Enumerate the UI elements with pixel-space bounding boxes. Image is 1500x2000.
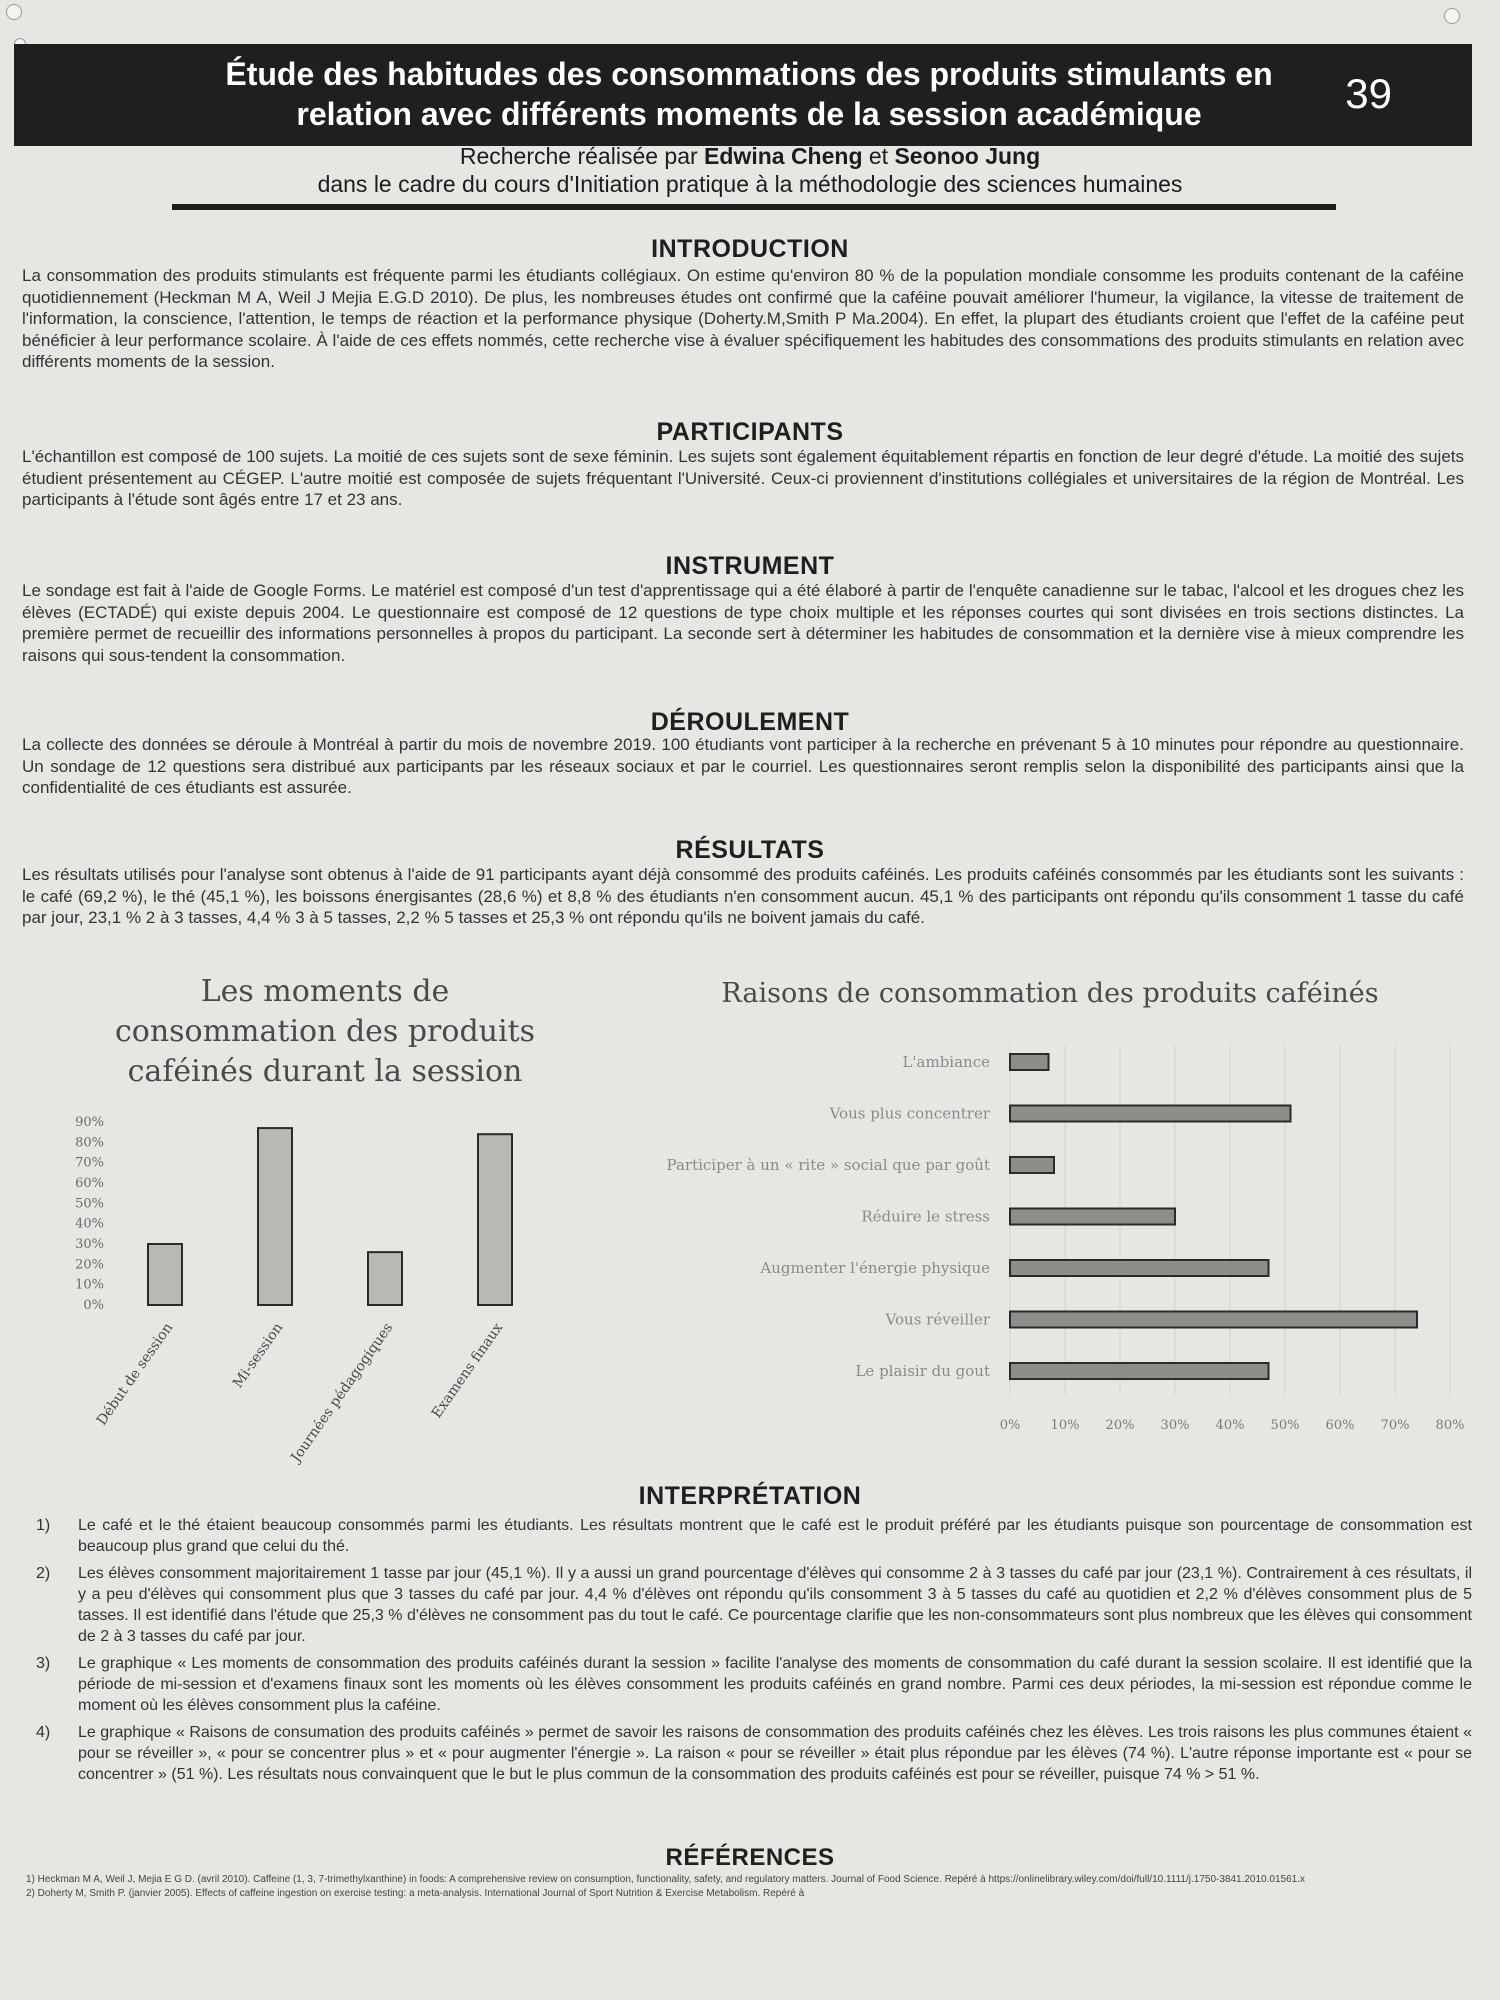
item-number: 4) bbox=[36, 1724, 51, 1741]
introduction-text: La consommation des produits stimulants est fréquente parmi les étudiants collégiaux. On estime qu'environ 80 % de la population mondiale consomme les produits contenant de la caféine quotidiennement (Heckman M A, Weil J Mejia E.G.D 2010). De plus, les nombreuses études ont confirmé que la caféine pouvait améliorer l'humeur, la vigilance, la vitesse de traitement de l'information, la conscience, l'attention, le temps de réaction et la performance physique (Doherty.M,Smith P Ma.2004). En effet, la plupart des étudiants croient que l'effet de la caféine peut bénéficier à leur performance scolaire. À l'aide de ces effets nommés, cette recherche vise à évaluer spécifiquement les habitudes des consommations des produits stimulants en relation avec différents moments de la session. bbox=[22, 266, 1464, 372]
item-text: Le café et le thé étaient beaucoup consommés parmi les étudiants. Les résultats montrent que le café est le produit préféré par les étudiants puisque son pourcentage de consommation est beaucoup plus grand que celui du thé. bbox=[78, 1517, 1472, 1555]
resultats-heading: RÉSULTATS bbox=[675, 836, 825, 864]
poster-title-line1: Étude des habitudes des consommations des produits stimulants en bbox=[225, 56, 1273, 92]
x-tick-label: 70% bbox=[1380, 1418, 1410, 1433]
category-label: Augmenter l'énergie physique bbox=[760, 1259, 990, 1277]
item-number: 1) bbox=[36, 1517, 51, 1534]
chart-moments-consommation bbox=[40, 1100, 580, 1480]
y-tick-label: 70% bbox=[75, 1155, 104, 1171]
y-tick-label: 60% bbox=[75, 1176, 104, 1191]
bar bbox=[1010, 1312, 1417, 1328]
bar bbox=[148, 1244, 182, 1305]
reference-item: 1) Heckman M A, Weil J, Mejia E G D. (avril 2010). Caffeine (1, 3, 7-trimethylxanthine) in foods: A comprehensive review on consumption, functionality, safety, and regulatory matters. Journal of Food Science. Repéré à https://onlinelibrary.wiley.com/doi/full/10.1111/j.1750-3841.2010.01561.x bbox=[26, 1874, 1305, 1885]
poster-title-line2: relation avec différents moments de la session académique bbox=[296, 96, 1202, 132]
push-pin-top-right bbox=[1444, 8, 1460, 24]
reference-item: 2) Doherty M, Smith P. (janvier 2005). Effects of caffeine ingestion on exercise testing: a meta-analysis. International Journal of Sport Nutrition & Exercise Metabolism. Repéré à bbox=[26, 1888, 805, 1899]
push-pin-top-left bbox=[6, 4, 22, 20]
instrument-heading: INSTRUMENT bbox=[665, 552, 835, 580]
participants-text: L'échantillon est composé de 100 sujets. La moitié de ces sujets sont de sexe féminin. Les sujets sont également équitablement répartis en fonction de leur degré d'étude. La moitié des sujets étudient présentement au CÉGEP. L'autre moitié est composée de sujets fréquentant l'Université. Ceux-ci proviennent d'institutions collégiales et universitaires de la région de Montréal. Les participants à l'étude sont âgés entre 17 et 23 ans. bbox=[22, 447, 1464, 510]
x-tick-label: Examens finaux bbox=[428, 1320, 507, 1422]
x-tick-label: 30% bbox=[1160, 1418, 1190, 1433]
item-text: Le graphique « Les moments de consommation des produits caféinés durant la session » facilite l'analyse des moments de consommation du café durant la session scolaire. Il est identifié que la période de mi-session et d'examens finaux sont les moments où les élèves consomment les produits caféinés en grand nombre. Parmi ces deux périodes, la mi-session est répondue comme le moment où les élèves consomment plus la caféine. bbox=[78, 1655, 1472, 1714]
interpretation-item bbox=[22, 1722, 1472, 1785]
x-tick-label: Début de session bbox=[93, 1320, 177, 1429]
title-banner bbox=[14, 44, 1472, 146]
category-label: Le plaisir du gout bbox=[855, 1362, 990, 1380]
y-tick-label: 40% bbox=[75, 1216, 104, 1232]
category-label: L'ambiance bbox=[902, 1053, 990, 1071]
x-tick-label: 80% bbox=[1435, 1418, 1465, 1433]
x-tick-label: 40% bbox=[1215, 1418, 1245, 1433]
deroulement-heading: DÉROULEMENT bbox=[650, 708, 850, 736]
introduction-heading: INTRODUCTION bbox=[651, 235, 849, 263]
y-tick-label: 80% bbox=[75, 1135, 104, 1151]
resultats-text: Les résultats utilisés pour l'analyse sont obtenus à l'aide de 91 participants ayant déjà consommé des produits caféinés. Les produits caféinés consommés par les étudiants sont les suivants : le café (69,2 %), le thé (45,1 %), les boissons énergisantes (28,6 %) et 8,8 % des étudiants n'en consomment aucun. 45,1 % des participants ont répondu qu'ils consomment 1 tasse du café par jour, 23,1 % 2 à 3 tasses, 4,4 % 3 à 5 tasses, 2,2 % 5 tasses et 25,3 % ont répondu qu'ils ne boivent jamais du café. bbox=[22, 865, 1464, 928]
category-label: Réduire le stress bbox=[861, 1207, 990, 1226]
item-text: Les élèves consomment majoritairement 1 tasse par jour (45,1 %). Il y a aussi un grand pourcentage d'élèves qui consomme 2 à 3 tasses du café par jour (23,1 %). Contrairement à ces résultats, il y a peu d'élèves qui consomment plus que 3 tasses du café par jour. 4,4 % d'élèves ont répondu qu'ils consomment 3 à 5 tasses du café au quotidien et 2,2 % d'élèves consomment plus de 5 tasses. Il est identifié dans l'étude que 25,3 % d'élèves ne consomment pas du tout le café. Ce pourcentage clarifie que les non-consommateurs sont plus nombreux que les élèves qui consomment de 2 à 3 tasses du café par jour. bbox=[78, 1565, 1472, 1645]
bar bbox=[1010, 1209, 1175, 1225]
chart2-title: Raisons de consommation des produits caféinés bbox=[721, 978, 1379, 1009]
y-tick-label: 30% bbox=[75, 1237, 104, 1252]
header-divider bbox=[172, 204, 1336, 210]
x-tick-label: 50% bbox=[1270, 1418, 1300, 1433]
item-text: Le graphique « Raisons de consumation des produits caféinés » permet de savoir les raisons de consommation des produits caféinés chez les élèves. Les trois raisons les plus communes étaient « pour se réveiller », « pour se concentrer plus » et « pour augmenter l'énergie ». La raison « pour se réveiller » était plus répondue par les élèves (74 %). L'autre réponse importante est « pour se concentrer » (51 %). Les résultats nous convainquent que le but le plus commun de la consommation des produits caféinés est pour se réveiller, puisque 74 % > 51 %. bbox=[78, 1724, 1472, 1783]
bar bbox=[1010, 1106, 1291, 1122]
y-tick-label: 10% bbox=[75, 1277, 104, 1293]
x-tick-label: 20% bbox=[1105, 1418, 1135, 1433]
x-tick-label: 10% bbox=[1050, 1418, 1080, 1433]
bar bbox=[1010, 1054, 1049, 1070]
chart1-title: Les moments de consommation des produits caféinés durant la session bbox=[114, 974, 536, 1089]
x-tick-label: 60% bbox=[1325, 1418, 1355, 1433]
item-number: 3) bbox=[36, 1655, 51, 1672]
bar bbox=[1010, 1363, 1269, 1379]
bar bbox=[1010, 1260, 1269, 1276]
interpretation-item bbox=[22, 1515, 1472, 1557]
byline-and: et bbox=[862, 143, 895, 169]
category-label: Vous plus concentrer bbox=[829, 1104, 990, 1123]
interpretation-item bbox=[22, 1653, 1472, 1716]
y-tick-label: 50% bbox=[75, 1196, 104, 1212]
deroulement-text: La collecte des données se déroule à Montréal à partir du mois de novembre 2019. 100 étudiants vont participer à la recherche en prévenant 5 à 10 minutes pour répondre au questionnaire. Un sondage de 12 questions sera distribué aux participants par les réseaux sociaux et par le courriel. Les questionnaires seront remplis selon la disponibilité des participants ainsi que la confidentialité de ces étudiants est assurée. bbox=[22, 735, 1464, 798]
poster-number: 39 bbox=[1345, 70, 1392, 117]
y-tick-label: 90% bbox=[75, 1115, 104, 1130]
author-1: Edwina Cheng bbox=[704, 143, 863, 169]
bar bbox=[258, 1128, 292, 1305]
course-line: dans le cadre du cours d'Initiation pratique à la méthodologie des sciences humaines bbox=[317, 171, 1183, 197]
interpretation-heading: INTERPRÉTATION bbox=[638, 1482, 862, 1510]
y-tick-label: 20% bbox=[75, 1257, 104, 1273]
poster-title bbox=[154, 54, 1344, 134]
bar bbox=[1010, 1157, 1054, 1173]
author-2: Seonoo Jung bbox=[894, 143, 1041, 169]
interpretation-item bbox=[22, 1563, 1472, 1647]
x-tick-label: Mi-session bbox=[229, 1320, 287, 1391]
category-label: Participer à un « rite » social que par goût bbox=[666, 1156, 990, 1174]
byline-prefix: Recherche réalisée par bbox=[459, 143, 705, 169]
x-tick-label: 0% bbox=[999, 1418, 1021, 1433]
x-tick-label: Journées pédagogiques bbox=[288, 1320, 397, 1466]
item-number: 2) bbox=[36, 1565, 51, 1582]
byline bbox=[0, 143, 1500, 170]
bar bbox=[478, 1134, 512, 1305]
references-list bbox=[26, 1873, 1466, 1901]
bar bbox=[368, 1252, 402, 1305]
references-heading: RÉFÉRENCES bbox=[665, 1844, 835, 1871]
participants-heading: PARTICIPANTS bbox=[656, 418, 844, 446]
category-label: Vous réveiller bbox=[885, 1310, 990, 1329]
y-tick-label: 0% bbox=[83, 1298, 104, 1313]
instrument-text: Le sondage est fait à l'aide de Google Forms. Le matériel est composé d'un test d'apprentissage qui a été élaboré à partir de l'enquête canadienne sur le tabac, l'alcool et les drogues chez les élèves (ECTADÉ) qui existe depuis 2004. Le questionnaire est composé de 12 questions de type choix multiple et les réponses courtes qui sont divisées en trois sections distinctes. La première permet de recueillir des informations personnelles à propos du participant. La seconde sert à déterminer les habitudes de consommation et la dernière vise à mieux comprendre les raisons qui sous-tendent la consommation. bbox=[22, 581, 1464, 665]
chart-raisons-consommation bbox=[600, 1040, 1470, 1460]
interpretation-list bbox=[22, 1515, 1472, 1791]
